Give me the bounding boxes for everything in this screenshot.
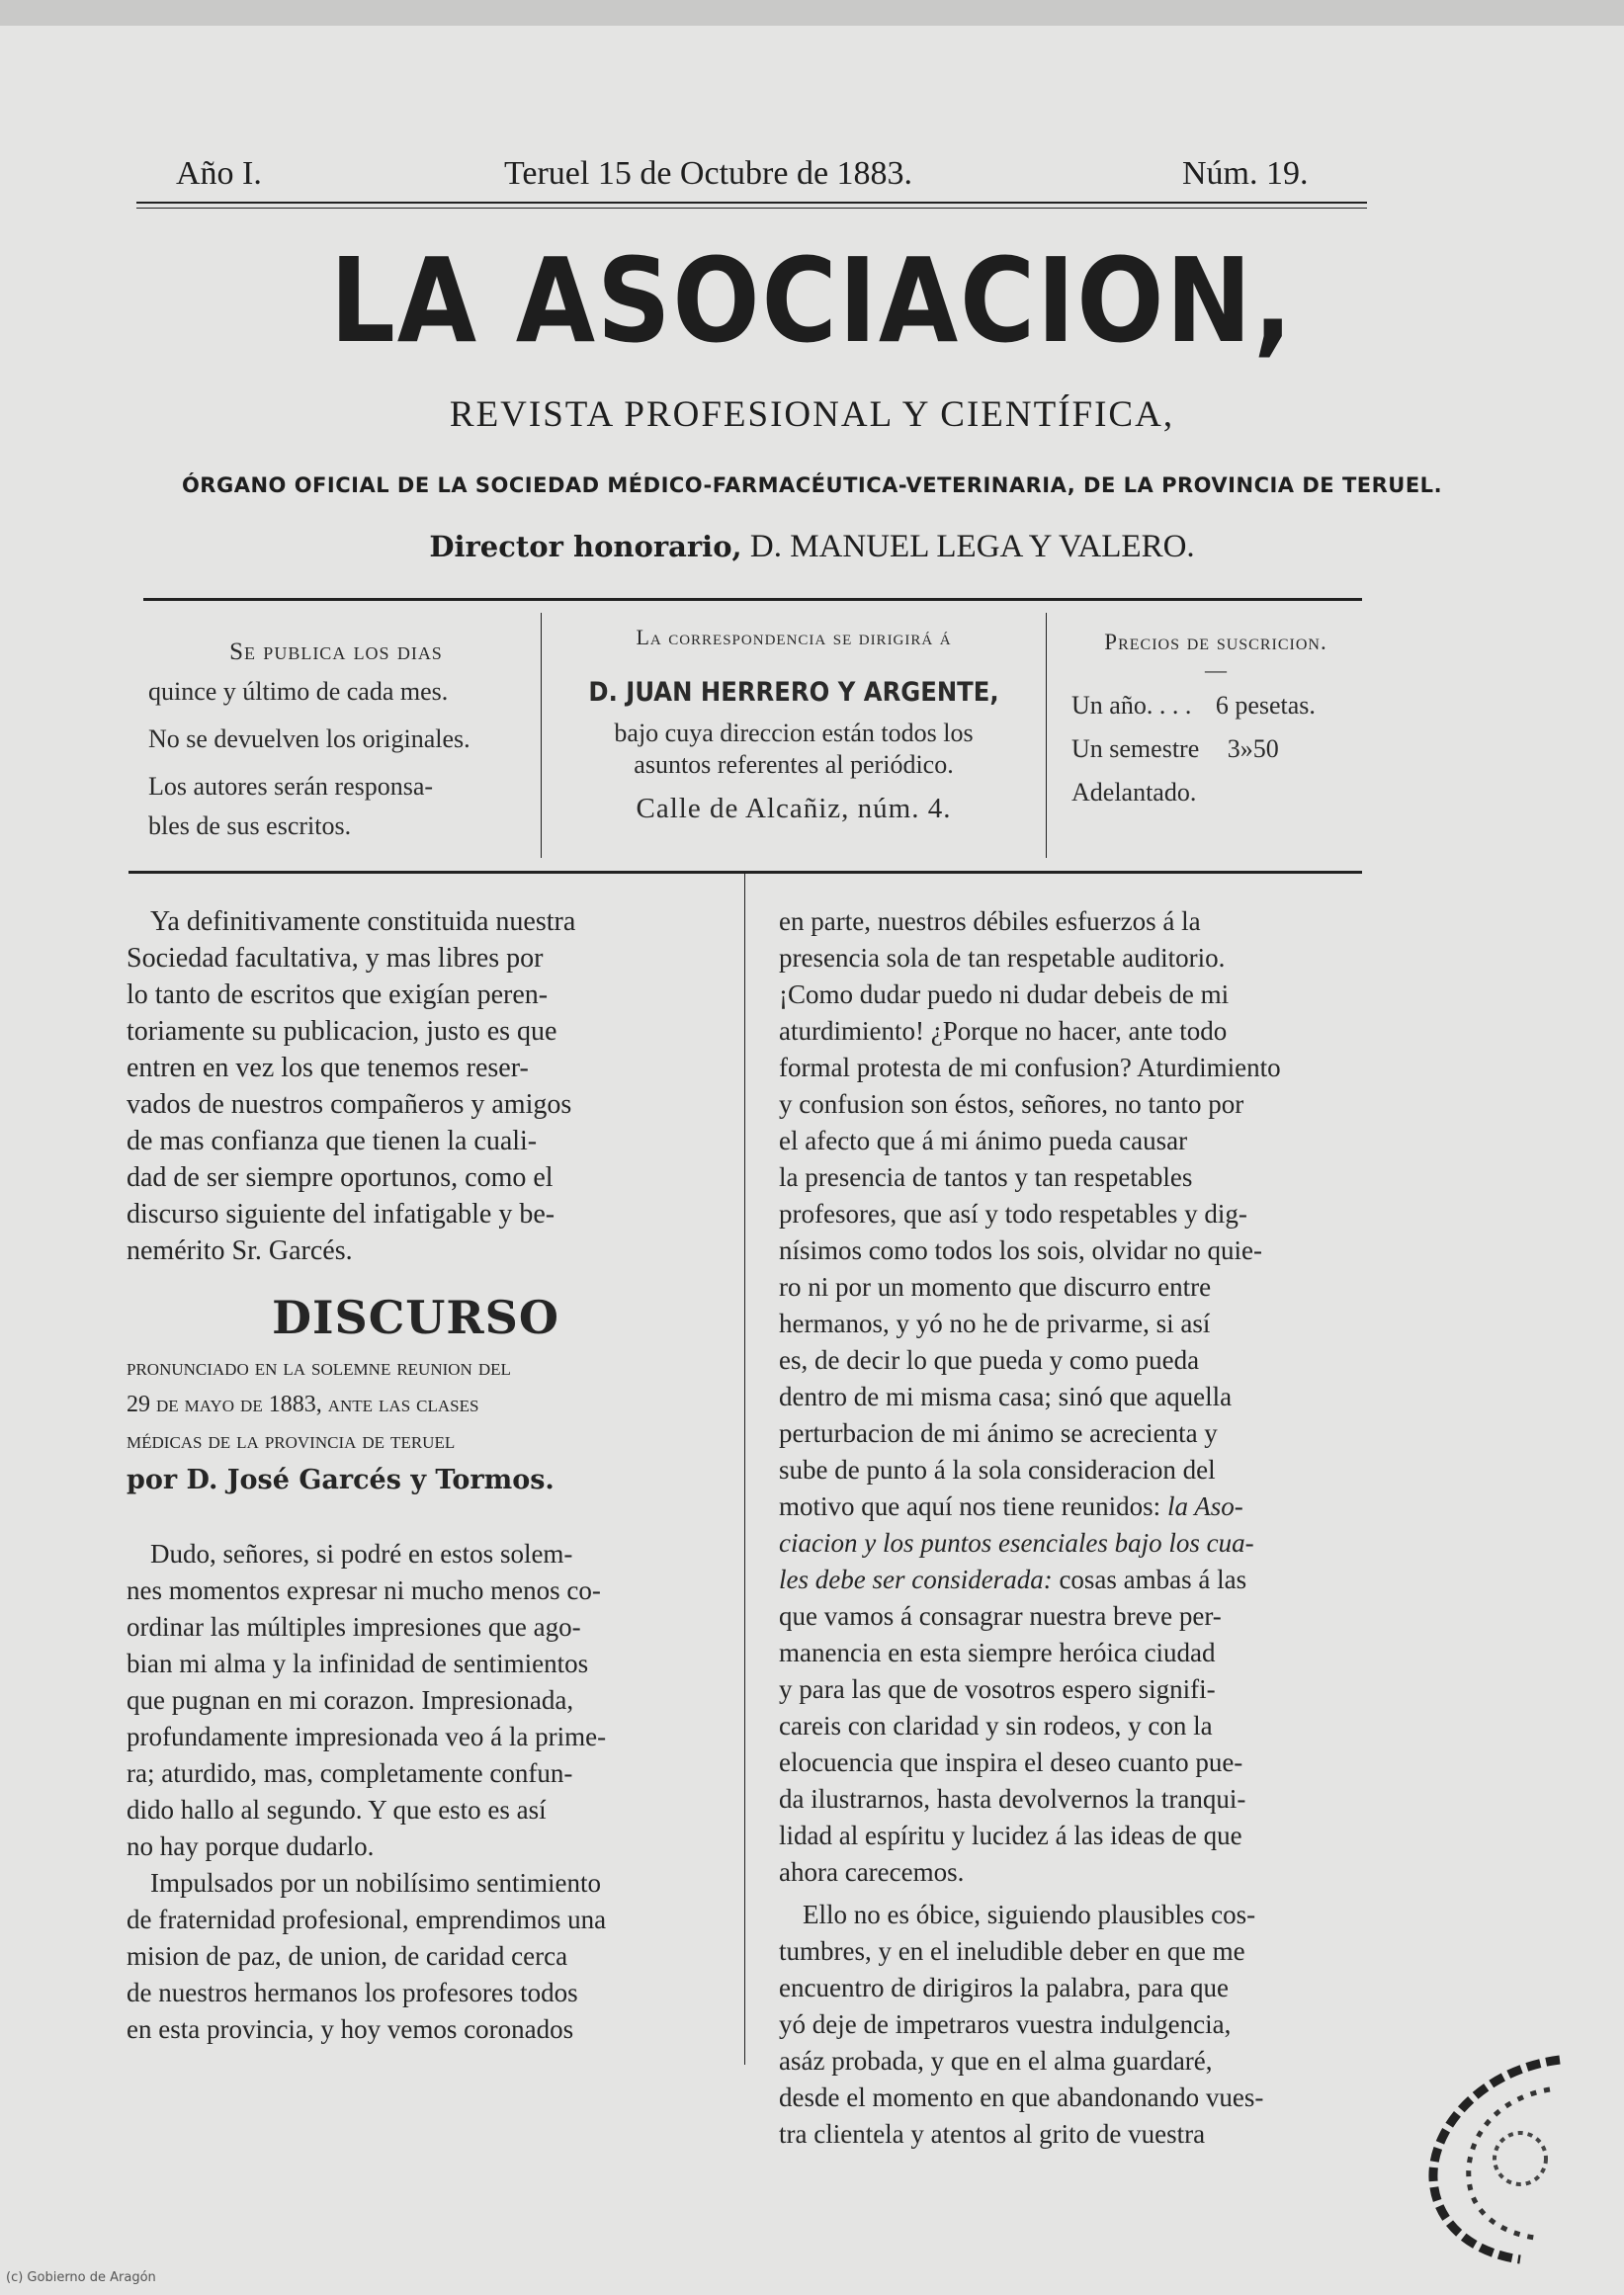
masthead-title: LA ASOCIACION, <box>329 232 1295 369</box>
text-line: Dudo, señores, si podré en estos solem- <box>150 1539 573 1569</box>
right-paragraph-a <box>779 903 1364 1488</box>
text-line: dentro de mi misma casa; sinó que aquella <box>779 1382 1233 1411</box>
text-line: perturbacion de mi ánimo se acrecienta y <box>779 1418 1218 1448</box>
text-line: mision de paz, de union, de caridad cerca <box>127 1941 568 1971</box>
text-line: presencia sola de tan respetable auditorio. <box>779 943 1226 973</box>
issue-date: Teruel 15 de Octubre de 1883. <box>504 155 913 192</box>
masthead-director <box>0 529 1624 565</box>
column-divider <box>744 874 745 2065</box>
text-line: de mas confianza que tienen la cuali- <box>127 1126 538 1156</box>
text-line: da ilustrarnos, hasta devolvernos la tranqui- <box>779 1784 1246 1814</box>
price-year-label: Un año. . . . <box>1071 691 1192 720</box>
director-label: Director honorario, <box>429 530 742 563</box>
text-line: profundamente impresionada veo á la prime- <box>127 1722 607 1751</box>
price-year <box>1058 691 1374 721</box>
text-line: yó deje de impetraros vuestra indulgencia, <box>779 2009 1232 2039</box>
discurso-title: DISCURSO <box>272 1291 559 1344</box>
text-line: desde el momento en que abandonando vues- <box>779 2082 1264 2112</box>
text-line: aturdimiento! ¿Porque no hacer, ante todo <box>779 1016 1228 1046</box>
info-top-rule <box>143 598 1362 601</box>
text-line: que vamos á consagrar nuestra breve per- <box>779 1601 1222 1631</box>
text-line: ordinar las múltiples impresiones que ago- <box>127 1612 581 1642</box>
text-line: ro ni por un momento que discurro entre <box>779 1272 1212 1302</box>
correspondence-heading: La correspondencia se dirigirá á <box>636 625 952 649</box>
text-line: de fraternidad profesional, emprendimos una <box>127 1905 607 1934</box>
publication-line: Los autores serán responsa- <box>148 772 434 801</box>
text-line: tumbres, y en el ineludible deber en que me <box>779 1936 1245 1966</box>
motive-line <box>779 1525 1364 1562</box>
scan-edge <box>0 0 1624 26</box>
text-line: toriamente su publicacion, justo es que <box>127 1016 557 1047</box>
correspondence-box <box>556 620 1032 825</box>
text-line: ahora carecemos. <box>779 1857 965 1887</box>
info-divider-2 <box>1046 613 1047 858</box>
text-line: el afecto que á mi ánimo pueda causar <box>779 1126 1188 1155</box>
price-semester-label: Un semestre <box>1071 734 1200 763</box>
text-line: manencia en esta siempre heróica ciudad <box>779 1638 1216 1667</box>
text-line: ¡Como dudar puedo ni dudar debeis de mi <box>779 979 1230 1009</box>
prices-dash: — <box>1205 657 1227 682</box>
motive-line <box>779 1562 1364 1598</box>
text-line: que pugnan en mi corazon. Impresionada, <box>127 1685 574 1715</box>
text-line: dad de ser siempre oportunos, como el <box>127 1162 554 1193</box>
text-line: dido hallo al segundo. Y que esto es así <box>127 1795 547 1825</box>
text-line: entren en vez los que tenemos reser- <box>127 1053 529 1083</box>
text-line: profesores, que así y todo respetables y dig- <box>779 1199 1247 1229</box>
prices-box <box>1058 630 1374 808</box>
pronounced-line: médicas de la provincia de teruel <box>127 1428 456 1454</box>
publication-line: No se devuelven los originales. <box>148 724 470 753</box>
text-line: elocuencia que inspira el deseo cuanto pue- <box>779 1747 1243 1777</box>
text-line: nemérito Sr. Garcés. <box>127 1235 353 1266</box>
text-line: Sociedad facultativa, y mas libres por <box>127 943 544 974</box>
publication-box <box>148 633 524 846</box>
text-line: en esta provincia, y hoy vemos coronados <box>127 2014 574 2044</box>
text-line: encuentro de dirigiros la palabra, para que <box>779 1973 1230 2002</box>
motive-italic: ciacion y los puntos esenciales bajo los cua- <box>779 1528 1254 1558</box>
issue-year: Año I. <box>176 155 262 192</box>
text-line: y para las que de vosotros espero signifi- <box>779 1674 1216 1704</box>
info-bottom-rule <box>128 871 1362 874</box>
text-line: lo tanto de escritos que exigían peren- <box>127 979 549 1010</box>
text-line: vados de nuestros compañeros y amigos <box>127 1089 572 1120</box>
copyright-credit: (c) Gobierno de Aragón <box>6 2270 156 2285</box>
text-line: hermanos, y yó no he de privarme, si así <box>779 1309 1211 1338</box>
discurso-author: por D. José Garcés y Tormos. <box>127 1465 555 1495</box>
price-advance: Adelantado. <box>1071 778 1197 807</box>
text-line: Ello no es óbice, siguiendo plausibles cos- <box>803 1900 1256 1929</box>
price-semester <box>1058 734 1374 764</box>
right-paragraph-c <box>779 1897 1364 2153</box>
text-line: discurso siguiente del infatigable y be- <box>127 1199 556 1230</box>
correspondence-line: asuntos referentes al periódico. <box>634 750 954 779</box>
info-divider-1 <box>541 613 542 858</box>
publication-line: Se publica los dias <box>229 638 443 665</box>
left-column <box>127 903 705 2048</box>
publication-line: bles de sus escritos. <box>148 811 352 840</box>
text-line: asáz probada, y que en el alma guardaré, <box>779 2046 1213 2076</box>
text-line: formal protesta de mi confusion? Aturdimiento <box>779 1053 1281 1082</box>
header-rule-thin <box>136 208 1367 209</box>
pronounced-line: 29 de mayo de 1883, ante las clases <box>127 1392 479 1417</box>
correspondence-address: Calle de Alcañiz, núm. 4. <box>636 793 952 824</box>
motive-prefix: motivo que aquí nos tiene reunidos: <box>779 1491 1161 1521</box>
motive-line <box>779 1488 1364 1525</box>
text-line: Impulsados por un nobilísimo sentimiento <box>150 1868 601 1898</box>
right-paragraph-b <box>779 1598 1364 1891</box>
masthead-organ: ÓRGANO OFICIAL DE LA SOCIEDAD MÉDICO-FARMACÉUTICA-VETERINARIA, DE LA PROVINCIA DE TERUEL. <box>181 473 1443 497</box>
text-line: de nuestros hermanos los profesores todos <box>127 1978 578 2007</box>
text-line: en parte, nuestros débiles esfuerzos á la <box>779 906 1201 936</box>
library-stamp <box>1411 2050 1580 2267</box>
text-line: es, de decir lo que pueda y como pueda <box>779 1345 1200 1375</box>
correspondence-name: D. JUAN HERRERO Y ARGENTE, <box>588 677 999 708</box>
director-name: D. MANUEL LEGA Y VALERO. <box>749 529 1195 564</box>
issue-number: Núm. 19. <box>1182 155 1309 192</box>
text-line: Ya definitivamente constituida nuestra <box>150 906 576 937</box>
text-line: tra clientela y atentos al grito de vuestra <box>779 2119 1206 2149</box>
text-line: la presencia de tantos y tan respetables <box>779 1162 1193 1192</box>
pronounced-line: pronunciado en la solemne reunion del <box>127 1355 511 1381</box>
price-year-value: 6 pesetas. <box>1215 691 1316 720</box>
text-line: ra; aturdido, mas, completamente confun- <box>127 1758 573 1788</box>
header-rule <box>136 202 1367 204</box>
motive-suffix: cosas ambas á las <box>1059 1565 1247 1594</box>
text-line: no hay porque dudarlo. <box>127 1831 375 1861</box>
text-line: lidad al espíritu y lucidez á las ideas de que <box>779 1821 1242 1850</box>
right-column <box>779 903 1364 2153</box>
intro-paragraph <box>127 903 705 1269</box>
publication-line: quince y último de cada mes. <box>148 677 449 706</box>
text-line: careis con claridad y sin rodeos, y con la <box>779 1711 1213 1741</box>
masthead-subtitle: REVISTA PROFESIONAL Y CIENTÍFICA, <box>449 394 1175 435</box>
price-semester-value: 3»50 <box>1227 734 1279 763</box>
motive-italic: la Aso- <box>1166 1491 1243 1521</box>
text-line: sube de punto á la sola consideracion del <box>779 1455 1216 1485</box>
prices-heading: Precios de suscricion. <box>1104 630 1327 654</box>
text-line: nísimos como todos los sois, olvidar no quie- <box>779 1235 1262 1265</box>
correspondence-line: bajo cuya direccion están todos los <box>614 719 974 747</box>
discurso-body <box>127 1536 705 2048</box>
text-line: nes momentos expresar ni mucho menos co- <box>127 1575 601 1605</box>
text-line: y confusion son éstos, señores, no tanto por <box>779 1089 1244 1119</box>
motive-italic: les debe ser considerada: <box>779 1565 1053 1594</box>
text-line: bian mi alma y la infinidad de sentimientos <box>127 1649 589 1678</box>
